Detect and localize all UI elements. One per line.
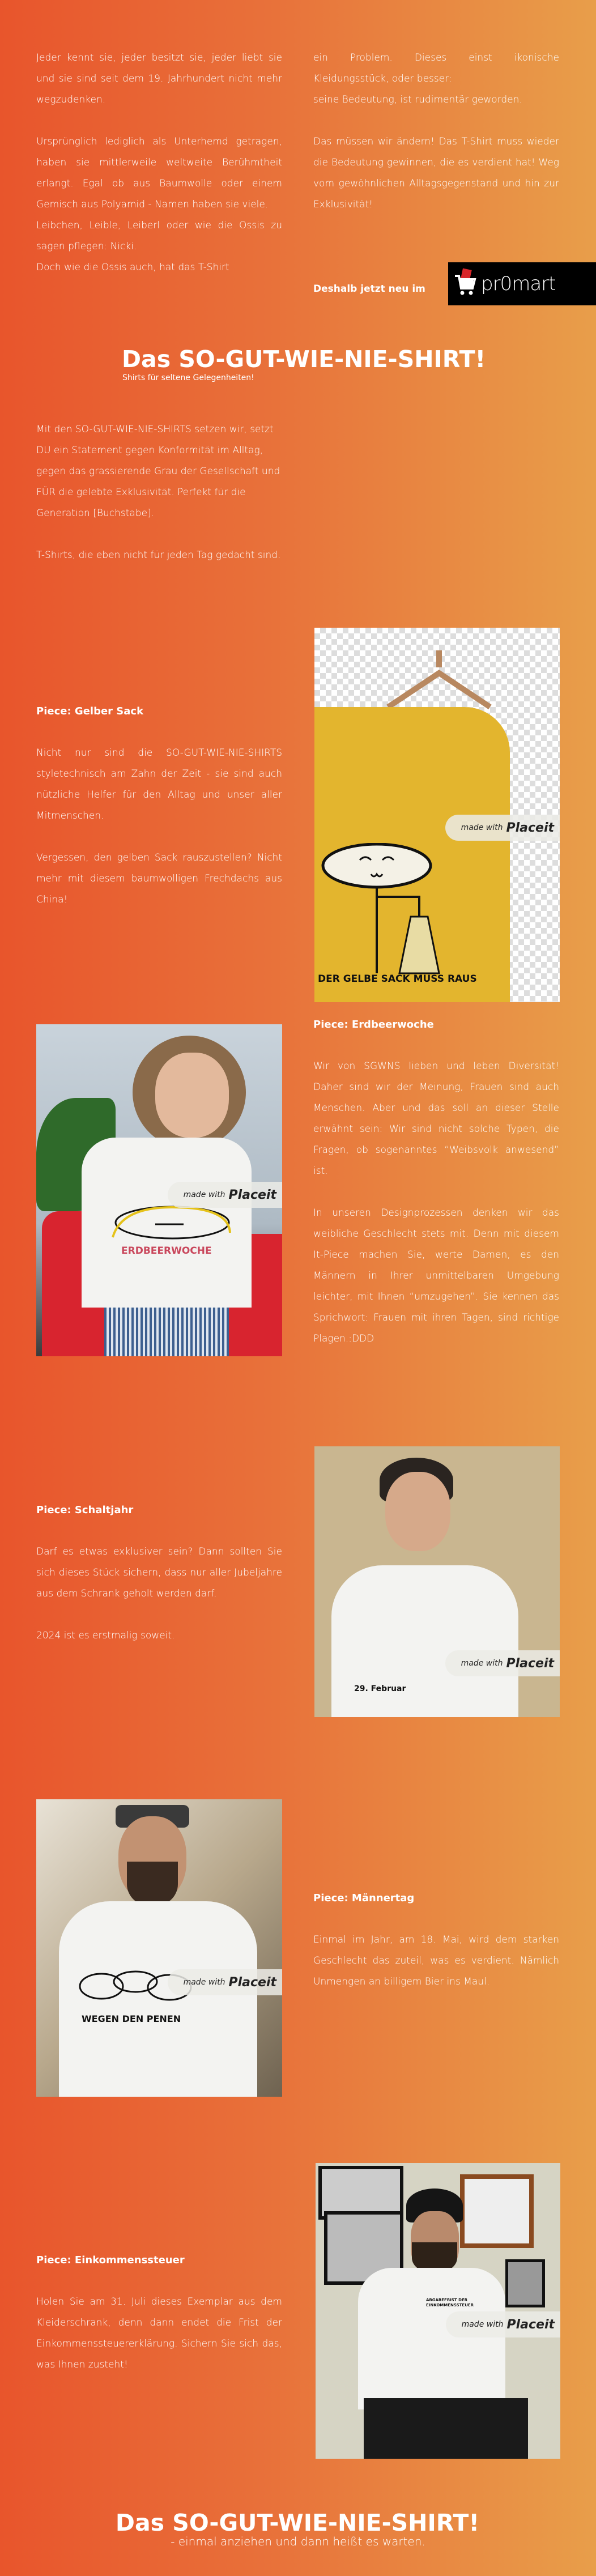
intro-left-column [36, 48, 282, 278]
placeit-prefix: made with [461, 1659, 503, 1668]
piece-title: Piece: Einkommenssteuer [36, 2254, 185, 2266]
placeit-prefix: made with [183, 1190, 225, 1199]
placeit-watermark [168, 1969, 282, 1995]
shop-link-button[interactable] [448, 262, 596, 305]
intro-paragraph: Doch wie die Ossis auch, hat das T-Shirt [36, 262, 229, 273]
piece-title: Piece: Erdbeerwoche [313, 1019, 434, 1031]
shop-name: pr0mart [481, 272, 556, 295]
piece-paragraph: Vergessen, den gelben Sack rauszustellen? Nicht mehr mit diesem baumwolligen Frechdachs aus China! [36, 852, 282, 905]
hanger-icon [382, 650, 496, 713]
page-title: Das SO-GUT-WIE-NIE-SHIRT! [122, 346, 486, 373]
hero-paragraph: T-Shirts, die eben nicht für jeden Tag gedacht sind. [36, 550, 281, 561]
page-subtitle: Shirts für seltene Gelegenheiten! [122, 373, 254, 382]
product-photo-schaltjahr [314, 1446, 560, 1717]
intro-paragraph: seine Bedeutung, ist rudimentär geworden. [313, 94, 522, 105]
placeit-watermark [445, 815, 560, 841]
piece-paragraph: Wir von SGWNS lieben und leben Diversität! Daher sind wir der Meinung, Frauen sind auch Menschen. Aber und das soll an dieser Stelle erwähnt sein: Wir sind nicht solche Typen, die Fragen, ob sogenanntes “Weibsvolk anwesend” ist. [313, 1061, 559, 1177]
model-face [385, 1472, 450, 1551]
hero-paragraph: Mit den SO-GUT-WIE-NIE-SHIRTS setzen wir, setzt DU ein Statement gegen Konformität im Alltag, gegen das grassierende Grau der Gesellschaft und FÜR die gelebte Exklusivität. Perfekt für die Generation [Buchstabe]. [36, 424, 280, 519]
shirt-print-text: DER GELBE SACK MUSS RAUS [318, 973, 477, 985]
shirt-drawing [110, 1204, 235, 1241]
placeit-prefix: made with [461, 2320, 504, 2329]
piece-paragraph: In unseren Designprozessen denken wir das weibliche Geschlecht stets mit. Denn mit diesem It-Piece machen Sie, werte Damen, es den Männern in Ihrer unmittelbaren Umgebung leichter, mit Ihnen “umzugehen”. Sie kennen das Sprichwort: Frauen mit ihren Tagen, sind richtige Plagen.:DDD [313, 1207, 559, 1344]
hero-text [36, 419, 282, 587]
placeit-brand: Placeit [506, 820, 554, 835]
product-photo-erdbeerwoche [36, 1024, 282, 1356]
jeans [104, 1308, 229, 1356]
placeit-prefix: made with [183, 1978, 225, 1987]
product-photo-maennertag [36, 1799, 282, 2097]
model-face [155, 1053, 229, 1138]
model-beard [127, 1862, 178, 1907]
placeit-brand: Placeit [506, 1656, 554, 1671]
footer-subtitle: - einmal anziehen und dann heißt es warten. [171, 2535, 425, 2548]
shirt-print-text: ERDBEERWOCHE [121, 1245, 212, 1257]
picture-frame [505, 2259, 545, 2307]
placeit-brand: Placeit [228, 1975, 276, 1990]
placeit-watermark [168, 1182, 282, 1208]
product-photo-einkommenssteuer [316, 2163, 560, 2459]
cart-icon [454, 268, 476, 300]
white-shirt [331, 1565, 518, 1717]
intro-paragraph: Leibchen, Leible, Leiberl oder wie die Ossis zu sagen pflegen: Nicki. [36, 220, 282, 252]
placeit-brand: Placeit [506, 2317, 555, 2332]
intro-paragraph: ein Problem. Dieses einst ikonische Kleidungsstück, oder besser: [313, 52, 559, 84]
product-photo-gelber-sack [314, 628, 560, 1002]
intro-paragraph: Das müssen wir ändern! Das T-Shirt muss wieder die Bedeutung gewinnen, die es verdient hat! Weg vom gewöhnlichen Alltagsgegenstand und hin zur Exklusivität! [313, 136, 559, 210]
piece-paragraph: 2024 ist es erstmalig soweit. [36, 1630, 175, 1641]
piece-paragraph: Einmal im Jahr, am 18. Mai, wird dem starken Geschlecht das zuteil, was es verdient. Nämlich Unmengen an billigem Bier ins Maul. [313, 1934, 559, 1987]
intro-paragraph: Ursprünglich lediglich als Unterhemd getragen, haben sie mittlerweile weltweite Berühmtheit erlangt. Egal ob aus Baumwolle oder einem Gemisch aus Polyamid - Namen haben sie viele. [36, 136, 282, 210]
piece-paragraph: Nicht nur sind die SO-GUT-WIE-NIE-SHIRTS styletechnisch am Zahn der Zeit - sie sind auch nützliche Helfer für den Alltag und unser aller Mitmenschen. [36, 747, 282, 821]
placeit-watermark [446, 2311, 560, 2337]
footer-title: Das SO-GUT-WIE-NIE-SHIRT! [115, 2509, 480, 2536]
intro-paragraph: Jeder kennt sie, jeder besitzt sie, jeder liebt sie und sie sind seit dem 19. Jahrhundert nicht mehr wegzudenken. [36, 52, 282, 105]
piece-title: Piece: Schaltjahr [36, 1504, 134, 1516]
shirt-print-text: WEGEN DEN PENEN [82, 2013, 181, 2024]
shirt-print-text: 29. Februar [354, 1684, 406, 1693]
piece-paragraph: Darf es etwas exklusiver sein? Dann sollten Sie sich dieses Stück sichern, dass nur aller Jubeljahre aus dem Schrank geholt werden darf. [36, 1546, 282, 1599]
piece-title: Piece: Männertag [313, 1892, 415, 1904]
placeit-brand: Placeit [228, 1187, 276, 1202]
placeit-watermark [445, 1650, 560, 1676]
shirt-print-text: ABGABEFRIST DER EINKOMMENSSTEUER [426, 2298, 474, 2307]
cta-text: Deshalb jetzt neu im [313, 283, 425, 295]
piece-paragraph: Holen Sie am 31. Juli dieses Exemplar aus dem Kleiderschrank, denn dann endet die Frist der Einkommenssteuererklärung. Sichern Sie sich das, was Ihnen zusteht! [36, 2296, 282, 2370]
sack-drawing [320, 843, 456, 979]
white-shirt [358, 2268, 505, 2409]
intro-right-column [313, 48, 559, 236]
placeit-prefix: made with [461, 823, 503, 832]
pants [364, 2398, 528, 2459]
picture-frame [460, 2174, 534, 2248]
piece-title: Piece: Gelber Sack [36, 705, 144, 717]
